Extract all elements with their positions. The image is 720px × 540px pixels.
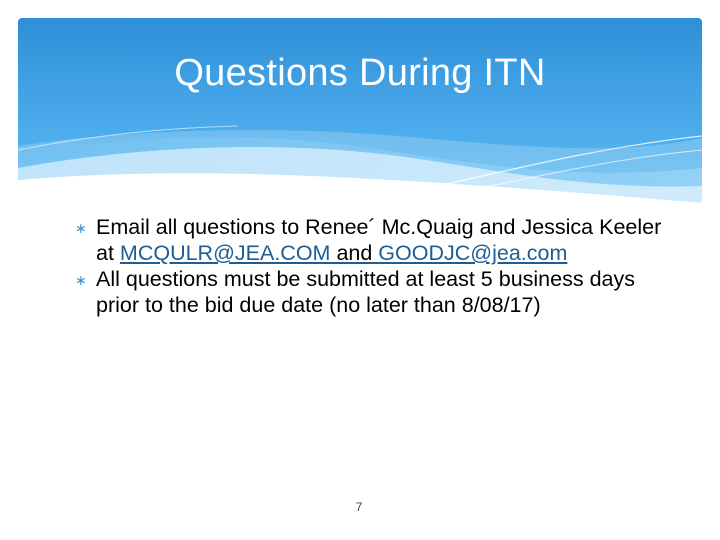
asterisk-bullet-icon: ∗	[75, 272, 87, 288]
title-banner	[18, 18, 702, 203]
bullet-list	[70, 214, 670, 318]
bullet-item-deadline	[70, 266, 670, 318]
wave-banner-graphic	[18, 18, 702, 203]
bullet-item-email	[70, 214, 670, 266]
bullet-text-email-intro: Email all questions to Renee´ Mc.Quaig and Jessica Keeler at	[96, 215, 662, 265]
page-number: 7	[355, 500, 363, 514]
email-link-mcqulr[interactable]: MCQULR@JEA.COM	[119, 241, 331, 265]
email-link-goodjc[interactable]: GOODJC@jea.com	[378, 241, 568, 265]
slide-title: Questions During ITN	[174, 52, 546, 94]
asterisk-bullet-icon: ∗	[75, 220, 87, 236]
bullet-text-connector: and	[330, 241, 379, 265]
bullet-text-deadline: All questions must be submitted at least 5 business days prior to the bid due date (no later than 8/08/17)	[96, 267, 635, 317]
